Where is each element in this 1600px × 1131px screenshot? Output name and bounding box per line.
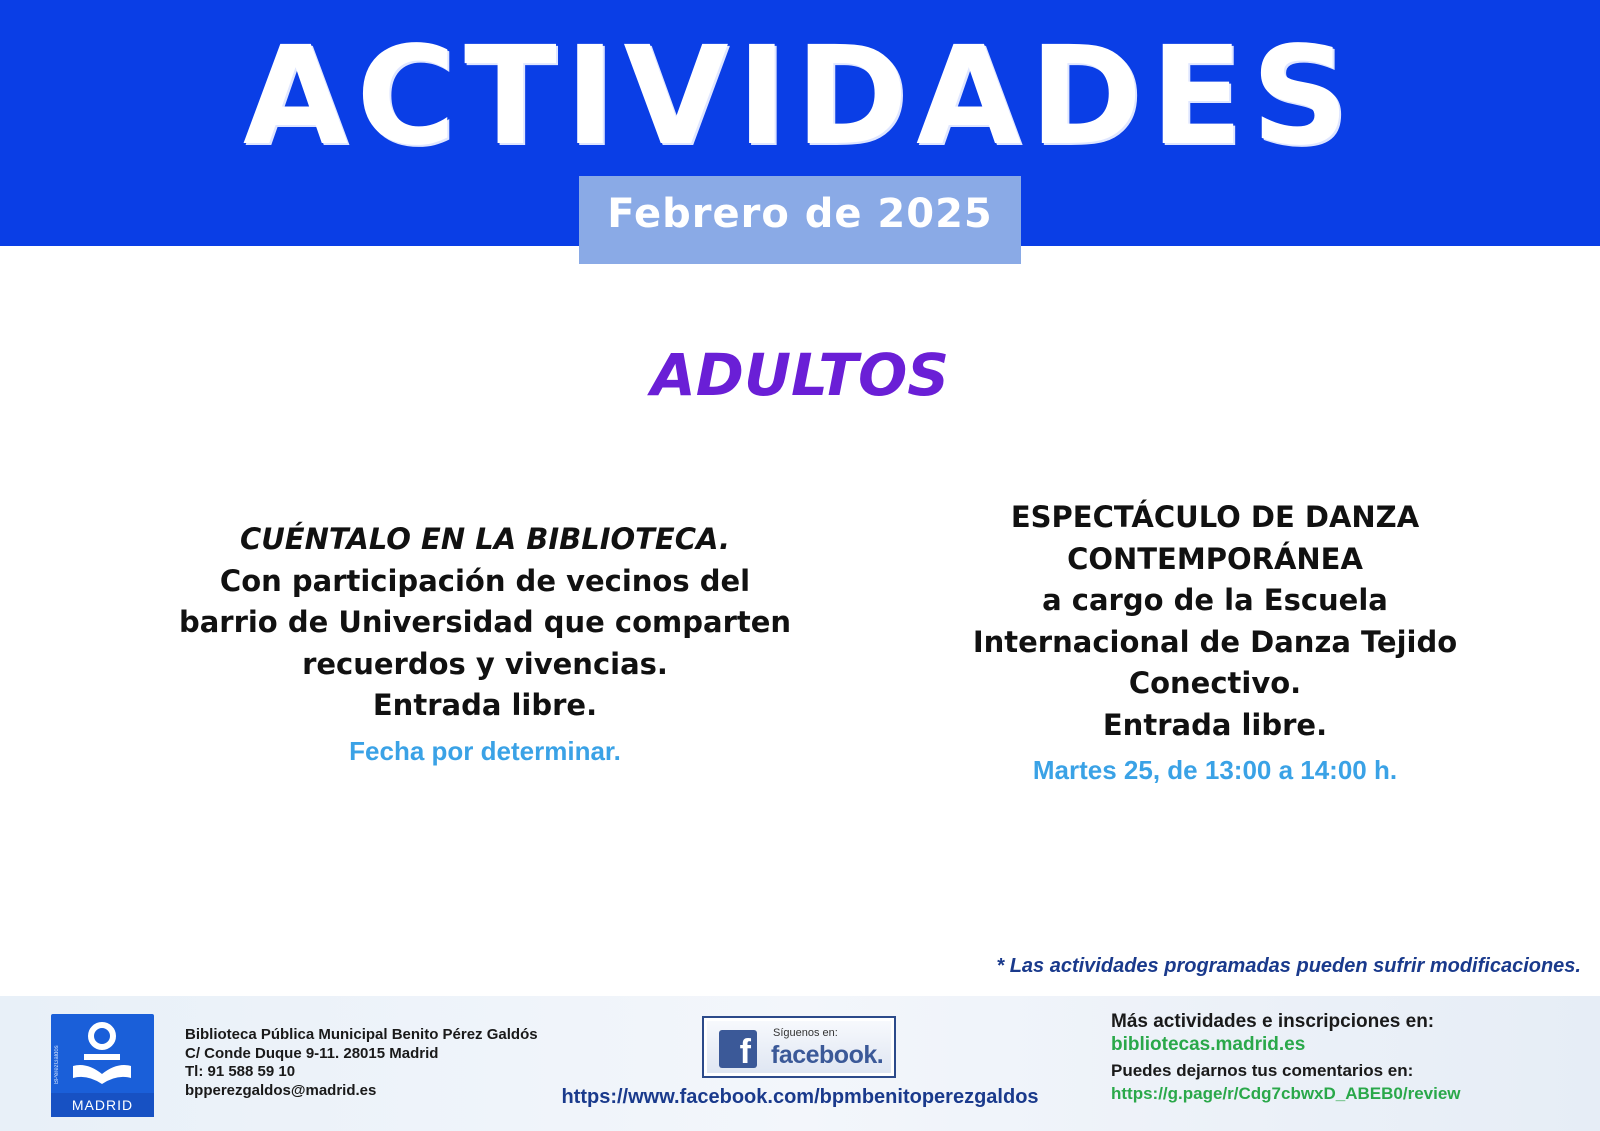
event-description-line: barrio de Universidad que comparten bbox=[178, 605, 792, 639]
more-info bbox=[1111, 1010, 1461, 1105]
comments-label: Puedes dejarnos tus comentarios en: bbox=[1111, 1061, 1414, 1080]
library-phone: Tl: 91 588 59 10 bbox=[185, 1063, 296, 1080]
section-title: ADULTOS bbox=[650, 341, 950, 409]
event-description-line: Conectivo. bbox=[1128, 666, 1302, 700]
disclaimer-note: * Las actividades programadas pueden sufrir modificaciones. bbox=[996, 955, 1581, 977]
facebook-follow-badge[interactable] bbox=[702, 1016, 896, 1078]
event-title: CONTEMPORÁNEA bbox=[1067, 541, 1363, 576]
facebook-wordmark: facebook. bbox=[771, 1041, 884, 1069]
event-description-line: a cargo de la Escuela bbox=[1042, 583, 1388, 617]
facebook-badge-inner bbox=[707, 1021, 891, 1073]
event-admission: Entrada libre. bbox=[372, 688, 598, 722]
month-badge bbox=[579, 176, 1021, 264]
library-email[interactable]: bpperezgaldos@madrid.es bbox=[185, 1081, 377, 1099]
facebook-icon: f bbox=[719, 1030, 757, 1068]
month-label: Febrero de 2025 bbox=[607, 191, 993, 237]
event-card bbox=[120, 519, 850, 773]
event-admission: Entrada libre. bbox=[1102, 707, 1328, 742]
facebook-link[interactable]: https://www.facebook.com/bpmbenitoperezgaldos bbox=[561, 1086, 1039, 1108]
website-link[interactable]: bibliotecas.madrid.es bbox=[1111, 1034, 1306, 1055]
library-contact bbox=[185, 1026, 538, 1100]
facebook-follow-label: Síguenos en: bbox=[773, 1027, 838, 1039]
library-address: C/ Conde Duque 9-11. 28015 Madrid bbox=[185, 1044, 439, 1062]
event-title: ESPECTÁCULO DE DANZA bbox=[1010, 500, 1420, 534]
event-date: Martes 25, de 13:00 a 14:00 h. bbox=[1032, 755, 1398, 785]
event-card bbox=[900, 497, 1530, 792]
event-description-line: Internacional de Danza Tejido bbox=[972, 624, 1458, 659]
event-description-line: recuerdos y vivencias. bbox=[302, 646, 668, 681]
library-reader-icon bbox=[51, 1014, 154, 1094]
more-activities-label: Más actividades e inscripciones en: bbox=[1111, 1011, 1435, 1032]
library-name: Biblioteca Pública Municipal Benito Pérez Galdós bbox=[185, 1026, 538, 1043]
event-date: Fecha por determinar. bbox=[349, 735, 621, 766]
page-title: ACTIVIDADES bbox=[242, 18, 1358, 176]
review-link[interactable]: https://g.page/r/Cdg7cbwxD_ABEB0/review bbox=[1111, 1084, 1461, 1103]
logo-madrid-label: MADRID bbox=[51, 1093, 154, 1117]
library-logo bbox=[51, 1014, 154, 1117]
event-title: CUÉNTALO EN LA BIBLIOTECA. bbox=[239, 522, 731, 556]
event-description-line: Con participación de vecinos del bbox=[219, 563, 751, 598]
logo-vertical-text: BPérezGaldós bbox=[54, 1045, 60, 1084]
